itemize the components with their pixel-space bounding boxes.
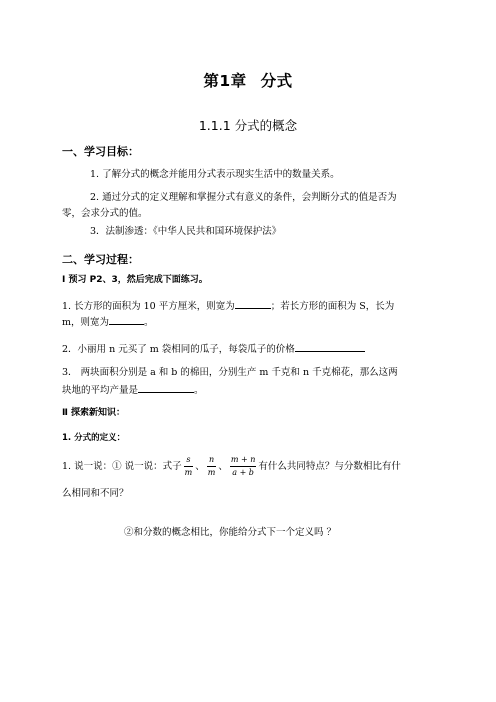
goal-item-3: 3．法制渗透：《中华人民共和国环境保护法》 — [90, 226, 282, 237]
goal-item-2-cont: 零，会求分式的值。 — [62, 208, 148, 219]
talk-text-b: 有什么共同特点？与分数相比有什 — [258, 461, 401, 472]
question-2-blank[interactable] — [295, 341, 365, 352]
preview-heading: Ⅰ 预习 P2、3，然后完成下面练习。 — [62, 275, 208, 285]
question-3-text-a: 块地的平均产量是 — [62, 385, 139, 396]
chapter-title — [0, 71, 496, 91]
chapter-prefix: 第 — [203, 72, 220, 90]
question-3-line-2 — [62, 382, 204, 397]
question-1-line-2 — [62, 314, 154, 329]
question-3-line-1: 3． 两块面积分别是 a 和 b 的棉田，分别生产 m 千克和 n 千克棉花，那么这两 — [62, 367, 398, 378]
explore-heading: Ⅱ 探索新知识： — [62, 408, 126, 418]
chapter-label: 章 — [230, 72, 247, 90]
chapter-name: 分式 — [260, 72, 293, 90]
question-1-line-1 — [62, 298, 394, 313]
question-1-text-d: 。 — [144, 317, 154, 328]
goal-item-1: 1. 了解分式的概念并能用分式表示现实生活中的数量关系。 — [90, 169, 340, 180]
question-1-text-c: m，则宽为 — [62, 317, 110, 328]
definition-heading: 1. 分式的定义： — [62, 433, 126, 443]
question-3-blank[interactable] — [138, 382, 194, 393]
question-3-text-b: 。 — [194, 385, 204, 396]
question-1-blank-2[interactable] — [109, 314, 144, 325]
talk-line-1: 1. 说一说：① 说一说：式子 $\frac{s}{m}$ 、 $\frac{n}{m}$ 、 $\frac{m + n}{a + b}$ 有什么共同特点？与分数相比有什 — [62, 455, 401, 477]
goal-item-2: 2. 通过分式的定义理解和掌握分式有意义的条件，会判断分式的值是否为 — [90, 192, 397, 203]
fraction-s-over-m: $\frac{s}{m}$ — [184, 455, 193, 477]
fraction-n-over-m: $\frac{n}{m}$ — [207, 455, 216, 477]
chapter-number: 1 — [219, 72, 231, 90]
question-2-text: 2．小丽用 n 元买了 m 袋相同的瓜子，每袋瓜子的价格 — [62, 344, 295, 355]
question-1-text-a: 1. 长方形的面积为 10 平方厘米，则宽为 — [62, 301, 235, 312]
learning-goals-heading: 一、学习目标： — [62, 145, 139, 158]
question-1-text-b: ；若长方形的面积为 S，长为 — [270, 301, 395, 312]
fraction-m-plus-n-over-a-plus-b: $\frac{m + n}{a + b}$ — [230, 455, 256, 477]
talk-line-2: 么相同和不同？ — [62, 488, 129, 499]
learning-process-heading: 二、学习过程： — [62, 253, 139, 266]
definition-question: ②和分数的概念相比，你能给分式下一个定义吗 ？ — [124, 527, 337, 538]
question-2 — [62, 341, 365, 356]
section-title: 1.1.1 分式的概念 — [198, 118, 298, 133]
question-1-blank-1[interactable] — [235, 298, 271, 309]
talk-text-a: 1. 说一说：① 说一说：式子 — [62, 461, 182, 472]
